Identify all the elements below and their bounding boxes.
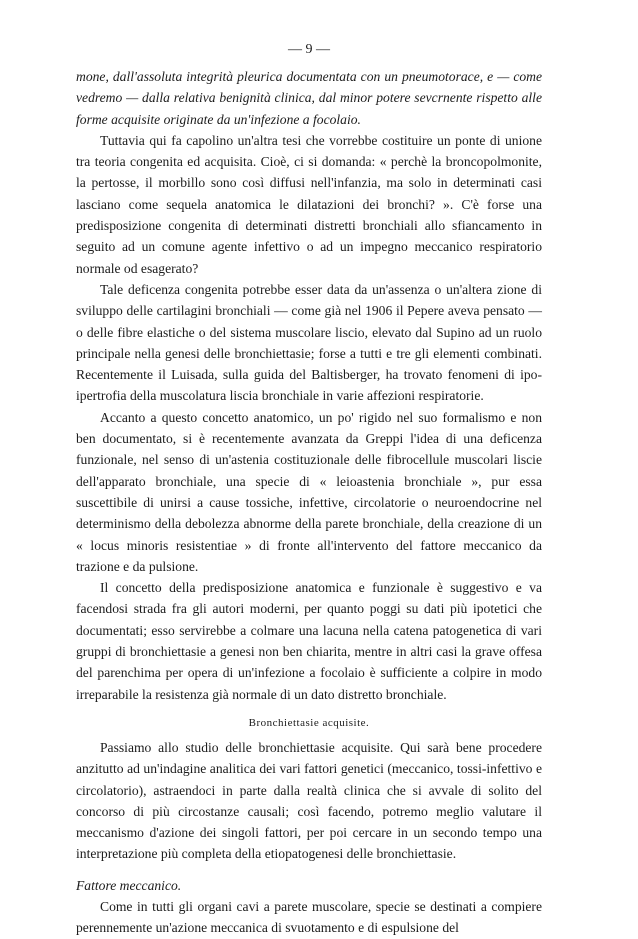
paragraph: Accanto a questo concetto anatomico, un po' rigido nel suo formalismo e non ben documentato, si è recentemente avanzata da Greppi l'idea di una deficenza funzionale, nel senso di un'astenia costituzionale delle fibrocellule muscolari liscie dell'apparato bronchiale, una specie di « leioastenia bronchiale », pur essa suscettibile di unirsi a cause tossiche, infettive, circolatorie o neuroendocrine nel determinismo della debolezza abnorme della parete bronchiale, della creazione di un « locus minoris resistentiae » di fronte all'intervento del fattore meccanico da trazione e da pulsione. [76,409,542,574]
paragraph: Tale deficenza congenita potrebbe esser data da un'assenza o un'altera zione di sviluppo delle cartilagini bronchiali — come già nel 1906 il Pepere aveva pensato — o delle fibre elastiche o del sistema muscolare liscio, elevato dal Supino ad un ruolo principale nella genesi delle bronchiettasie; forse a tutti e tre gli elementi combinati. Recentemente il Luisada, sulla guida del Baltisberger, ha trovato fenomeni di ipo-ipertrofia della muscolatura liscia bronchiale in varie affezioni respiratorie. [76,281,542,404]
sub-heading: Fattore meccanico. [76,877,182,893]
paragraph: Tuttavia qui fa capolino un'altra tesi che vorrebbe costituire un ponte di unione tra teoria congenita ed acquisita. Cioè, ci si domanda: « perchè la broncopolmonite, la pertosse, il morbillo sono così diffusi nell'infanzia, ma solo in determinati casi lasciano come sequela anatomica le dilatazioni dei bronchi? ». C'è forse una predisposizione congenita di determinati distretti bronchiali allo sfiancamento in seguito ad un comune agente infettivo o ad un impegno meccanico respiratorio normale od esagerato? [76,132,542,276]
page-number: — 9 — [288,42,330,57]
section-heading: Bronchiettasie acquisite. [248,716,370,729]
paragraph: Come in tutti gli organi cavi a parete muscolare, specie se destinati a compiere perennemente un'azione meccanica di svuotamento e di espulsione del [76,898,542,936]
paragraph: Passiamo allo studio delle bronchiettasie acquisite. Qui sarà bene procedere anzitutto ad un'indagine analitica dei vari fattori genetici (meccanico, tossi-infettivo e circolatorio), astraendoci in parte dalla realtà clinica che si avvale di solito del concorso di più circostanze causali; così facendo, potremo meglio valutare il meccanismo d'azione dei singoli fattori, per poi cercare in un secondo tempo una interpretazione più completa della etiopatogenesi delle bronchiettasie. [76,739,542,862]
paragraph: Il concetto della predisposizione anatomica e funzionale è suggestivo e va facendosi strada fra gli autori moderni, per quanto poggi su dati più ipotetici che documentati; esso servirebbe a colmare una lacuna nella catena patogenetica di vari gruppi di bronchiettasie a genesi non ben chiarita, mentre in altri casi la grave offesa del parenchima per opera di un'infezione a focolaio è sufficiente a colpire in modo irreparabile la resistenza già normale di un dato distretto bronchiale. [76,580,542,702]
paragraph-continuation: mone, dall'assoluta integrità pleurica documentata con un pneumotorace, e — come vedremo — dalla relativa benignità clinica, dal minor potere sevcrnente rispetto alle forme acquisite originate da un'infezione a focolaio. [76,69,542,127]
